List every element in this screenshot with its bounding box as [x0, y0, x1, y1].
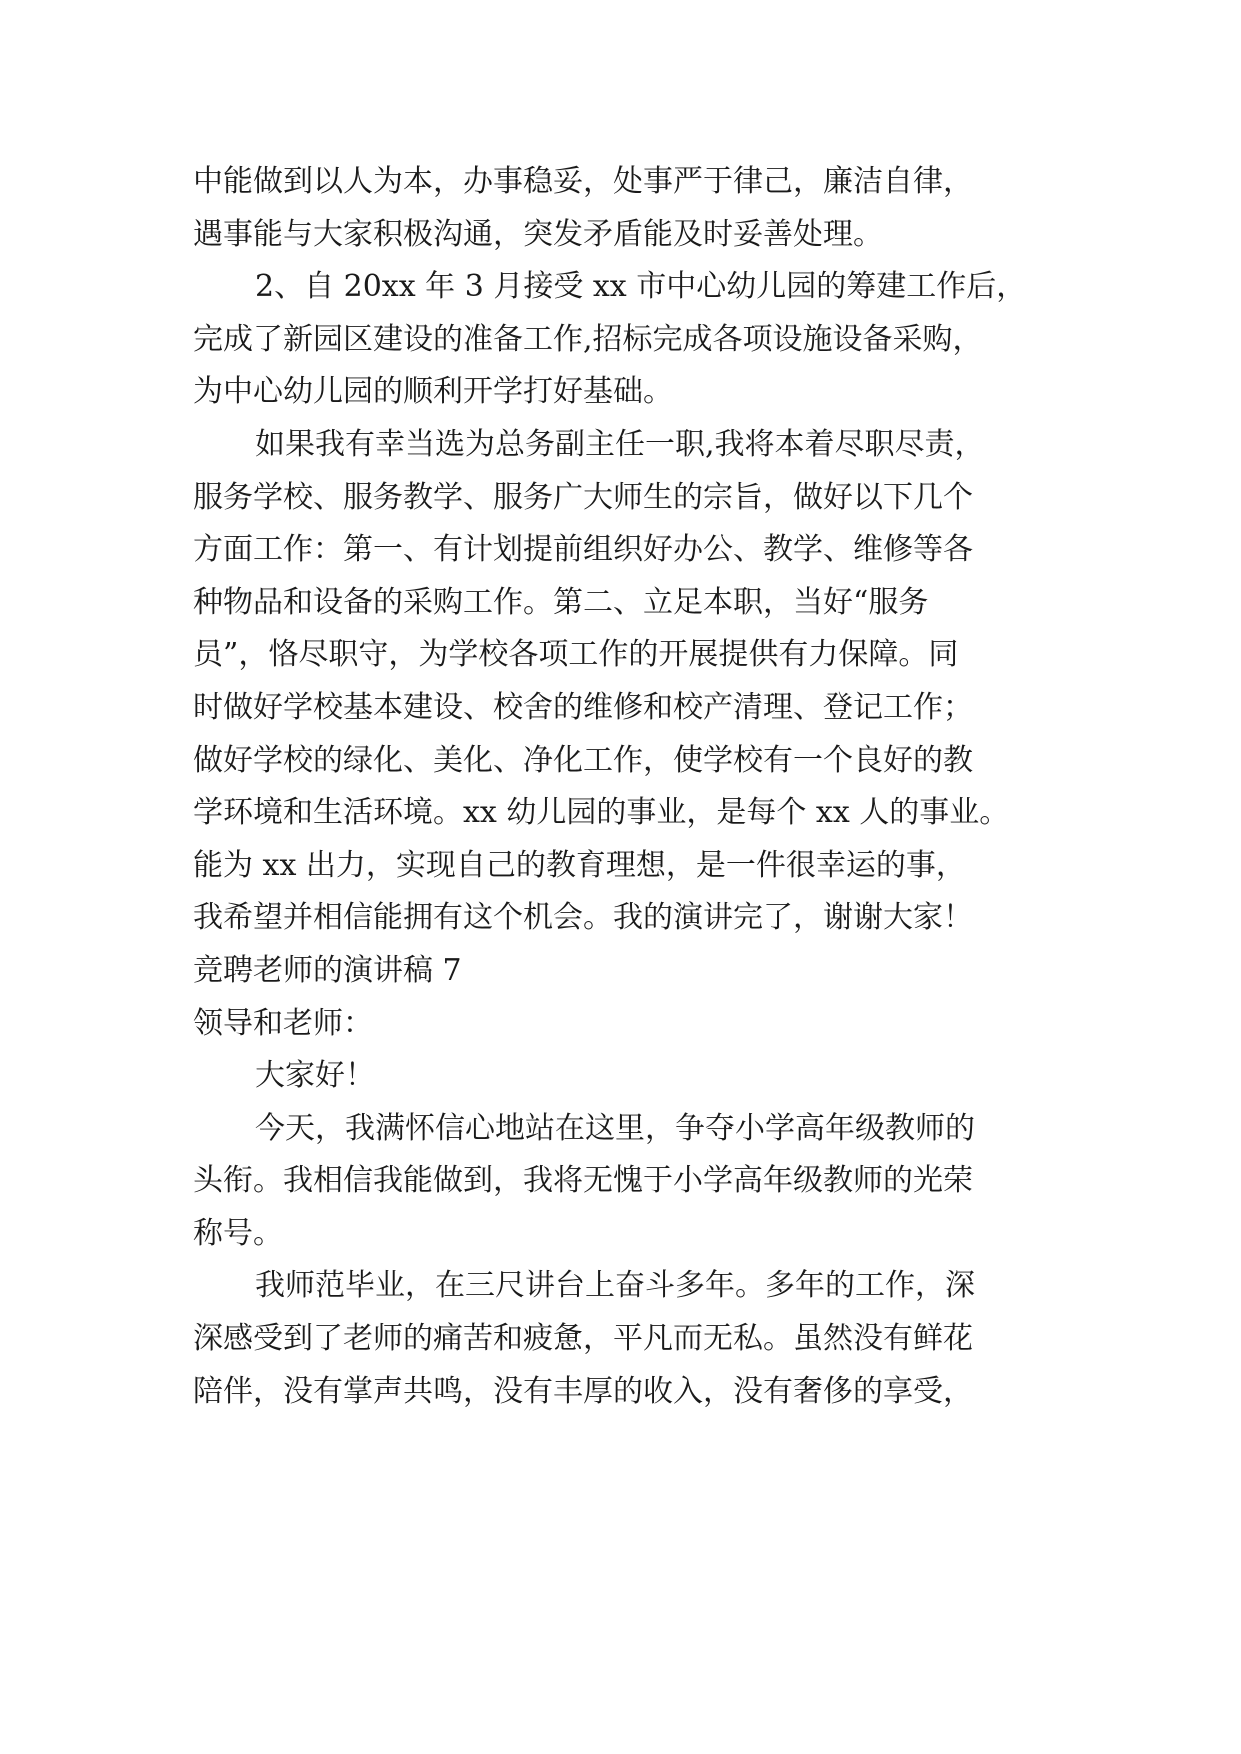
text-line: 如果我有幸当选为总务副主任一职,我将本着尽职尽责，: [255, 426, 985, 462]
text-line: 做好学校的绿化、美化、净化工作，使学校有一个良好的教: [193, 742, 973, 778]
text-line: 2、自 20xx 年 3 月接受 xx 市中心幼儿园的筹建工作后，: [255, 269, 1027, 305]
text-line: 方面工作：第一、有计划提前组织好办公、教学、维修等各: [193, 532, 973, 568]
text-line: 我希望并相信能拥有这个机会。我的演讲完了，谢谢大家！: [193, 900, 973, 936]
document-body: [193, 156, 1093, 1418]
text-line: 遇事能与大家积极沟通，突发矛盾能及时妥善处理。: [193, 216, 883, 252]
text-line: 能为 xx 出力，实现自己的教育理想，是一件很幸运的事，: [193, 847, 966, 883]
text-line: 完成了新园区建设的准备工作,招标完成各项设施设备采购，: [193, 321, 983, 357]
text-line: 种物品和设备的采购工作。第二、立足本职，当好“服务: [193, 584, 929, 620]
text-line: 称号。: [193, 1215, 283, 1251]
text-line: 时做好学校基本建设、校舍的维修和校产清理、登记工作；: [193, 689, 973, 725]
text-line: 中能做到以人为本，办事稳妥，处事严于律己，廉洁自律，: [193, 164, 973, 199]
greeting: 大家好！: [255, 1058, 375, 1094]
text-line: 服务学校、服务教学、服务广大师生的宗旨，做好以下几个: [193, 479, 973, 515]
section-heading: 竞聘老师的演讲稿 7: [193, 952, 462, 988]
salutation: 领导和老师：: [193, 1005, 373, 1041]
text-line: 学环境和生活环境。xx 幼儿园的事业，是每个 xx 人的事业。: [193, 795, 1010, 831]
text-line: 我师范毕业，在三尺讲台上奋斗多年。多年的工作，深: [255, 1268, 975, 1304]
text-line: 头衔。我相信我能做到，我将无愧于小学高年级教师的光荣: [193, 1163, 973, 1199]
text-line: 陪伴，没有掌声共鸣，没有丰厚的收入，没有奢侈的享受，: [193, 1373, 973, 1409]
text-line: 为中心幼儿园的顺利开学打好基础。: [193, 374, 673, 410]
text-line: 深感受到了老师的痛苦和疲惫，平凡而无私。虽然没有鲜花: [193, 1321, 973, 1357]
text-line: 员”，恪尽职守，为学校各项工作的开展提供有力保障。同: [193, 637, 959, 673]
text-line: 今天，我满怀信心地站在这里，争夺小学高年级教师的: [255, 1110, 975, 1146]
